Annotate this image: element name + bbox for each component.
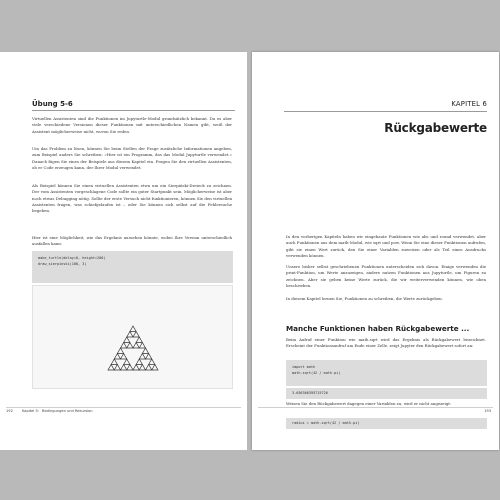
sierpinski-cell [146, 354, 152, 360]
left-footer-rule [6, 407, 241, 408]
sierpinski-cell [149, 359, 155, 365]
sierpinski-cell [127, 365, 133, 371]
code-block-radius [286, 418, 487, 429]
code-line: draw_sierpinski(100, 3) [38, 262, 87, 266]
exercise-rule [32, 110, 235, 111]
right-footer-rule [258, 407, 493, 408]
code-output-line: 3.656366395715726 [292, 391, 328, 395]
sierpinski-cell [114, 354, 120, 360]
left-footer-chapter-title: Bedingungen und Rekursion [42, 409, 93, 413]
sierpinski-cell [124, 359, 130, 365]
code-block-sqrt [286, 360, 487, 386]
sierpinski-cell [146, 365, 152, 371]
sierpinski-figure [32, 285, 233, 389]
code-block-sierpinski [32, 251, 233, 283]
section-para-2: Weisen Sie den Rückgabewert dagegen einer Variablen zu, wird er nicht angezeigt: [286, 401, 452, 406]
sierpinski-cell [139, 365, 145, 371]
sierpinski-cell [130, 326, 136, 332]
left-footer-page-number: 192 [6, 409, 13, 413]
exercise-title: Übung 5-6 [32, 100, 73, 108]
sierpinski-cell [127, 343, 133, 349]
chapter-label: KAPITEL 6 [451, 100, 487, 108]
sierpinski-cell [133, 365, 139, 371]
left-para-2: Um das Problem zu lösen, können Sie beim Stellen der Frage zusätzliche Informationen angeben, zum Beispiel anders Sie schreiben: »Hier ist ein Programm, das das Modul Jupyturtle verwendet.« Danach fügen Sie eines der Beispiele aus diesem Kapitel ein. Fragen Sie den virtuellen Assistenten, ob er Code erzeugen kann, der Ihrer Modul verwendet. [32, 146, 232, 170]
chapter-rule [284, 111, 487, 112]
sierpinski-cell [124, 337, 130, 343]
section-para-1: Beim Aufruf einer Funktion wie math.sqrt wird das Ergebnis als Rückgabewert bezeichnet. Erscheint der Funktionsaufruf am Ende einer Zelle, zeigt Jupyter den Rückgabewert sofort an: [286, 337, 486, 349]
sierpinski-cell [152, 365, 158, 371]
right-intro-3: In diesem Kapitel lernen Sie, Funktionen zu schreiben, die Werte zurückgeben. [286, 296, 443, 301]
right-intro-1: In den vorherigen Kapiteln haben wir eingebaute Funktionen wie abs und round verwendet, aber auch Funktionen aus dem math-Modul, wie sqrt und pow. Wenn Sie eine dieser Funktionen aufrufen, gibt sie einen Wert zurück, den Sie einer Variablen zuweisen oder als Teil eines Ausdrucks verwenden können. [286, 234, 486, 258]
left-footer-chapter: Kapitel 5: [22, 409, 40, 413]
left-para-4: Hier ist eine Möglichkeit, wie das Ergebnis aussehen könnte, wobei Ihre Version unterschiedlich ausfallen kann: [32, 235, 232, 247]
left-para-3: Als Beispiel können Sie einen virtuellen Assistenten etwa um ein Sierpiński-Dreieck zu zeichnen. Der vom Assistenten vorgeschlagene Code sollte ein guter Startpunkt sein. Möglicherweise ist aber noch etwas Debugging nötig. Sollte der erste Versuch nicht funktionieren, können Sie den virtuellen Assistenten fragen, was schiefgelaufen ist – oder Sie können sich selbst auf die Fehlersuche begeben. [32, 183, 232, 214]
code-line: make_turtle(delay=0, height=200) [38, 256, 106, 260]
sierpinski-cell [114, 365, 120, 371]
sierpinski-cell [121, 354, 127, 360]
left-page [0, 52, 247, 450]
chapter-title: Rückgabewerte [384, 121, 487, 135]
sierpinski-cell [111, 359, 117, 365]
code-line: math.sqrt(42 / math.pi) [292, 371, 341, 375]
right-footer-page-number: 193 [484, 409, 491, 413]
sierpinski-cell [117, 348, 123, 354]
sierpinski-cell [133, 332, 139, 338]
code-line: import math [292, 365, 316, 369]
sierpinski-cell [139, 343, 145, 349]
sierpinski-cell [136, 337, 142, 343]
sierpinski-cell [121, 343, 127, 349]
right-intro-2: Unsere bisher selbst geschriebenen Funktionen unterscheiden sich davon. Einige verwenden die print-Funktion, um Werte anzuzeigen, andere nutzen Funktionen aus Jupyturtle, um Figuren zu zeichnen. Aber sie geben keine Werte zurück, die wir weiterverwenden können, wie oben beschrieben. [286, 264, 486, 288]
right-page [252, 52, 499, 450]
sierpinski-cell [127, 332, 133, 338]
sierpinski-triangle-image [33, 286, 234, 390]
left-para-1: Virtuellen Assistenten sind die Funktionen im Jupyturtle-Modul grundsätzlich bekannt. Da es aber viele verschiedene Versionen dieser Funktionen mit unterschiedlichen Namen gibt, weiß der Assistent möglicherweise nicht, wovon Sie reden. [32, 116, 232, 134]
code-line: radius = math.sqrt(42 / math.pi) [292, 421, 360, 425]
sierpinski-cell [133, 343, 139, 349]
section-heading: Manche Funktionen haben Rückgabewerte ... [286, 324, 470, 333]
sierpinski-cell [121, 365, 127, 371]
sierpinski-cell [139, 354, 145, 360]
code-output-result [286, 388, 487, 399]
sierpinski-cell [142, 348, 148, 354]
sierpinski-cell [108, 365, 114, 371]
sierpinski-cell [136, 359, 142, 365]
